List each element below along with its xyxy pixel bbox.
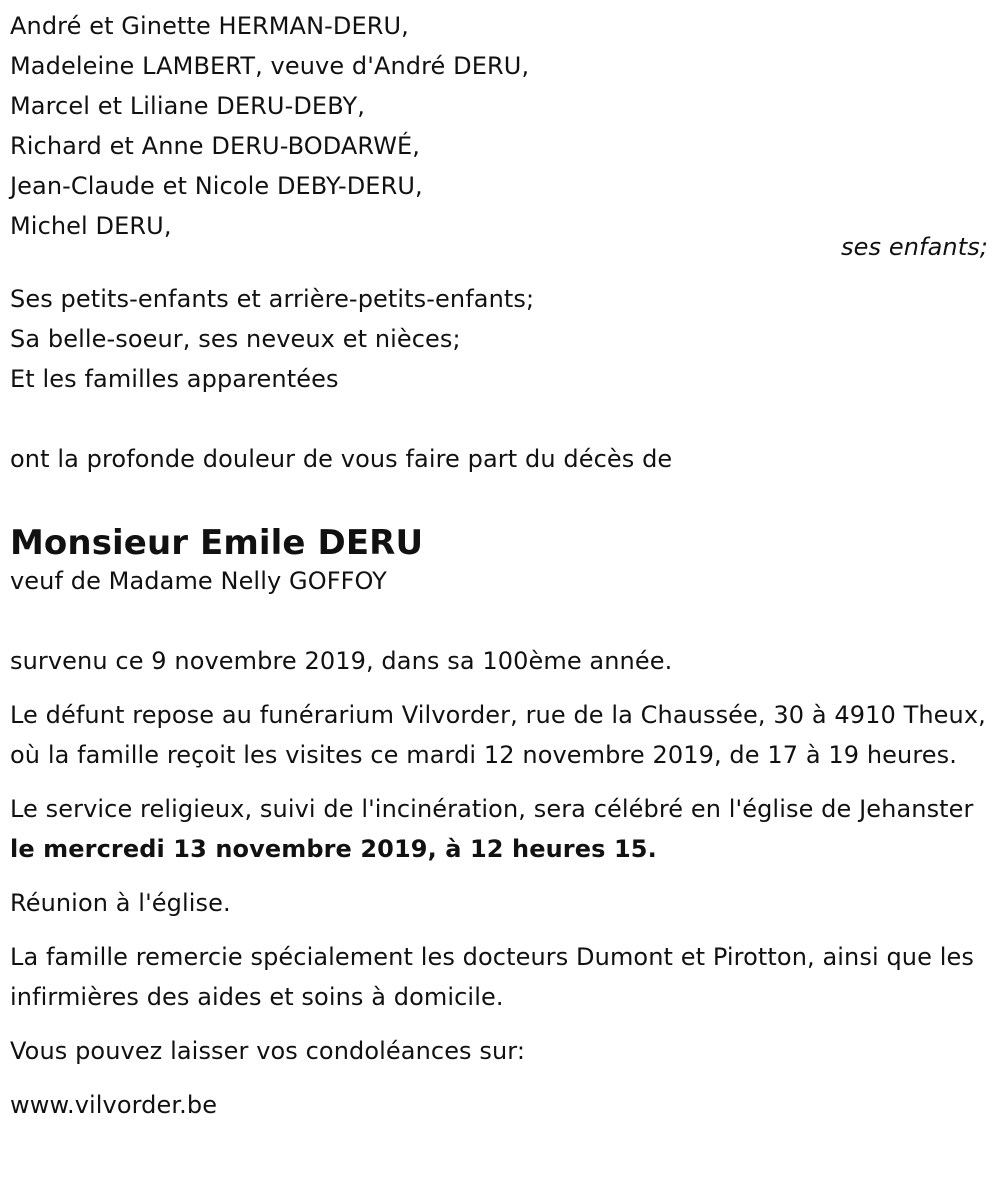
child-entry: Marcel et Liliane DERU-DEBY, [10,92,365,120]
child-entry: André et Ginette HERMAN-DERU, [10,12,409,40]
announcement-text: ont la profonde douleur de vous faire part du décès de [10,445,673,473]
relative-entry: Ses petits-enfants et arrière-petits-enfants; [10,285,535,313]
thanks-text: La famille remercie spécialement les docteurs Dumont et Pirotton, ainsi que les infirmières des aides et soins à domicile. [10,943,974,1011]
child-entry: Michel DERU, [10,212,172,240]
relative-entry: Et les familles apparentées [10,365,339,393]
death-date-text: survenu ce 9 novembre 2019, dans sa 100ème année. [10,647,673,675]
relative-entry: Sa belle-soeur, ses neveux et nièces; [10,325,461,353]
service-paragraph [10,789,990,869]
children-list [10,0,990,246]
widow-of-text: veuf de Madame Nelly GOFFOY [10,567,387,595]
condolences-website: www.vilvorder.be [10,1091,218,1119]
obituary-notice [10,0,990,1125]
visitation-text: Le défunt repose au funérarium Vilvorder, rue de la Chaussée, 30 à 4910 Theux, où la famille reçoit les visites ce mardi 12 novembre 2019, de 17 à 19 heures. [10,701,986,769]
service-datetime: le mercredi 13 novembre 2019, à 12 heures 15. [10,835,657,863]
reunion-text: Réunion à l'église. [10,889,231,917]
condolences-text: Vous pouvez laisser vos condoléances sur: [10,1037,526,1065]
child-entry: Jean-Claude et Nicole DEBY-DERU, [10,172,423,200]
child-entry: Richard et Anne DERU-BODARWÉ, [10,132,421,160]
child-entry: Madeleine LAMBERT, veuve d'André DERU, [10,52,530,80]
relatives-list [10,279,990,399]
children-role-label: ses enfants; [841,233,988,261]
service-text: Le service religieux, suivi de l'incinération, sera célébré en l'église de Jehanster [10,795,974,823]
deceased-name: Monsieur Emile DERU [10,523,424,563]
